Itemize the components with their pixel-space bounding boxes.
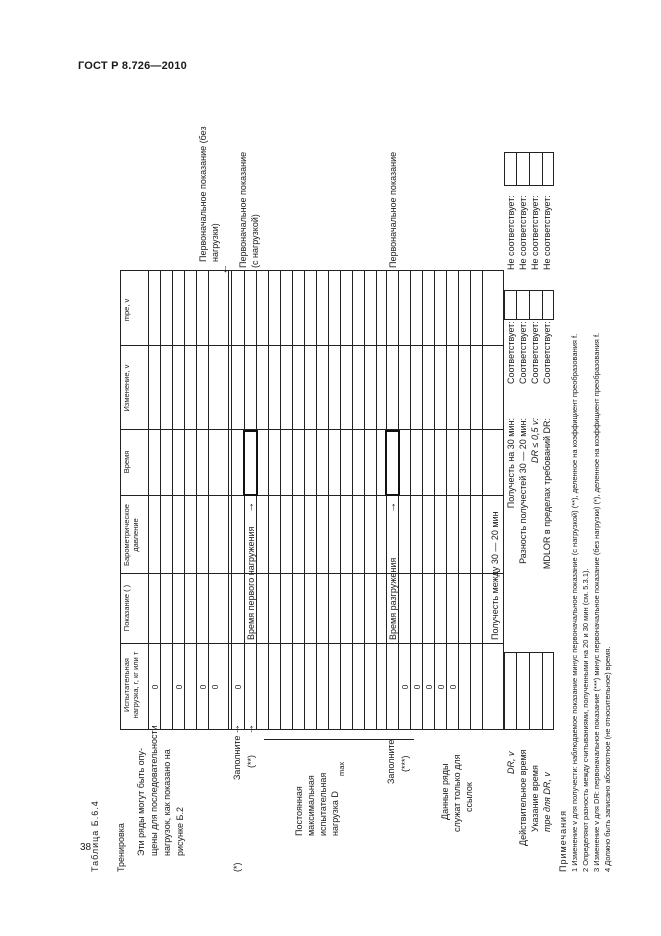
unload-zero-3: 0 (424, 684, 434, 690)
summary-actual-time: Действительное время (518, 749, 528, 846)
training-note-2: щены для последовательности (149, 725, 159, 856)
unload-time-box (385, 430, 400, 496)
cond-1-fail: Не соответствует: (506, 195, 516, 270)
cond-2-fail: Не соответствует: (518, 195, 528, 270)
table-caption: Таблица Б.6.4 (90, 800, 100, 872)
fill-star-unload: (***) (400, 755, 410, 772)
reference-1: Данные ряды (440, 763, 450, 820)
summary-mpe-dr: mpe для DR, v (542, 772, 552, 832)
cond-4: MDLOR в пределах требований DR: (542, 418, 552, 570)
col-reading: Показание ( ) (122, 584, 131, 632)
initial-no-load-1: Первоначальное показание (без (198, 126, 208, 262)
training-note-3: нагрузок, как показано на (162, 749, 172, 856)
unload-zero-4: 0 (436, 684, 446, 690)
unload-zero-2: 0 (412, 684, 422, 690)
notes-title: Примечания (558, 810, 568, 872)
col-load: Испытательная нагрузка, r, кг или т (122, 651, 140, 719)
cond-1-ok: Соответствует: (506, 321, 516, 384)
arrow-left-icon: ↓ (222, 262, 229, 275)
arrow-right-icon: ↑ (234, 722, 241, 735)
note-4: 4 Должно быть записано абсолютное (не относительное) время. (603, 646, 612, 872)
cond-2: Разность получестей 30 — 20 мин: (518, 418, 528, 564)
training-zero-3: 0 (198, 684, 208, 690)
training-note-4: рисунке Б.2 (175, 807, 185, 856)
col-pressure: Барометрическое давление (122, 504, 140, 566)
col-time: Время (122, 450, 131, 474)
initial-unload: Первоначальное показание (388, 151, 398, 268)
unload-zero-1: 0 (400, 684, 410, 690)
initial-with-load-2: (с нагрузкой) (250, 214, 260, 268)
reference-2: служат только для (452, 754, 462, 832)
training-zero-1: 0 (150, 684, 160, 690)
first-load-zero: 0 (233, 684, 243, 690)
arrow-right-icon: ↑ (390, 500, 397, 513)
page-number: 38 (80, 842, 92, 853)
constant-load-1: Постоянная (294, 786, 304, 836)
col-mpe: mpe, v (122, 298, 131, 322)
cond-4-ok: Соответствует: (542, 321, 552, 384)
col-change: Изменение, v (122, 364, 131, 412)
constant-load-sub: max (337, 761, 346, 776)
document-code: ГОСТ Р 8.726—2010 (78, 60, 187, 72)
interval-label: Получесть между 30 — 20 мин (490, 511, 500, 640)
cond-3-fail: Не соответствует: (530, 195, 540, 270)
cond-2-ok: Соответствует: (518, 321, 528, 384)
constant-load-4: нагрузка D (330, 791, 340, 836)
unload-time-label: Время разгружения (388, 557, 398, 640)
cond-3-ok: Соответствует: (530, 321, 540, 384)
constant-load-2: максимальная (306, 775, 316, 836)
summary-indicated-time: Указание время (530, 765, 540, 832)
cond-4-fail: Не соответствует: (542, 195, 552, 270)
star-marker: (*) (232, 862, 242, 872)
initial-no-load-2: нагрузки) (210, 223, 220, 262)
training-zero-2: 0 (174, 684, 184, 690)
first-load-time-box (243, 430, 258, 496)
training-note-1: Эти ряды могут быть опу- (136, 747, 146, 856)
reference-3: ссылок (464, 782, 474, 812)
note-3: 3 Изменение v для DR: первоначальное показание (***) минус первоначальное показание (без нагрузки) (*), деленное на коэффициент преобразования f. (592, 332, 601, 872)
initial-with-load-1: Первоначальное показание (238, 151, 248, 268)
note-2: 2 Определяют разность между считываниями, полученными на 20 и 30 мин (см. 5.3.1). (581, 568, 590, 872)
summary-dr: DR, v (506, 751, 516, 774)
fill-label-first: Заполните (232, 735, 242, 780)
rotated-table-area (86, 102, 612, 872)
arrow-right-icon: ↑ (248, 500, 255, 513)
unload-zero-5: 0 (448, 684, 458, 690)
fill-star-first: (**) (246, 755, 256, 768)
note-1: 1 Изменение v для получести: наблюдаемое показание минус первоначальное показание (с нагрузкой) (**), деленное на коэффициент преобразования f. (570, 333, 579, 872)
arrow-right-icon: ↑ (248, 722, 255, 735)
constant-load-3: испытательная (318, 772, 328, 836)
cond-3: DR ≤ 0,5 v: (530, 418, 540, 463)
training-zero-4: 0 (210, 684, 220, 690)
first-load-time-label: Время первого нагружения (246, 526, 256, 640)
training-title: Тренировка (116, 823, 126, 872)
fill-label-unload: Заполните (386, 739, 396, 784)
cond-1: Получесть на 30 мин: (506, 418, 516, 509)
